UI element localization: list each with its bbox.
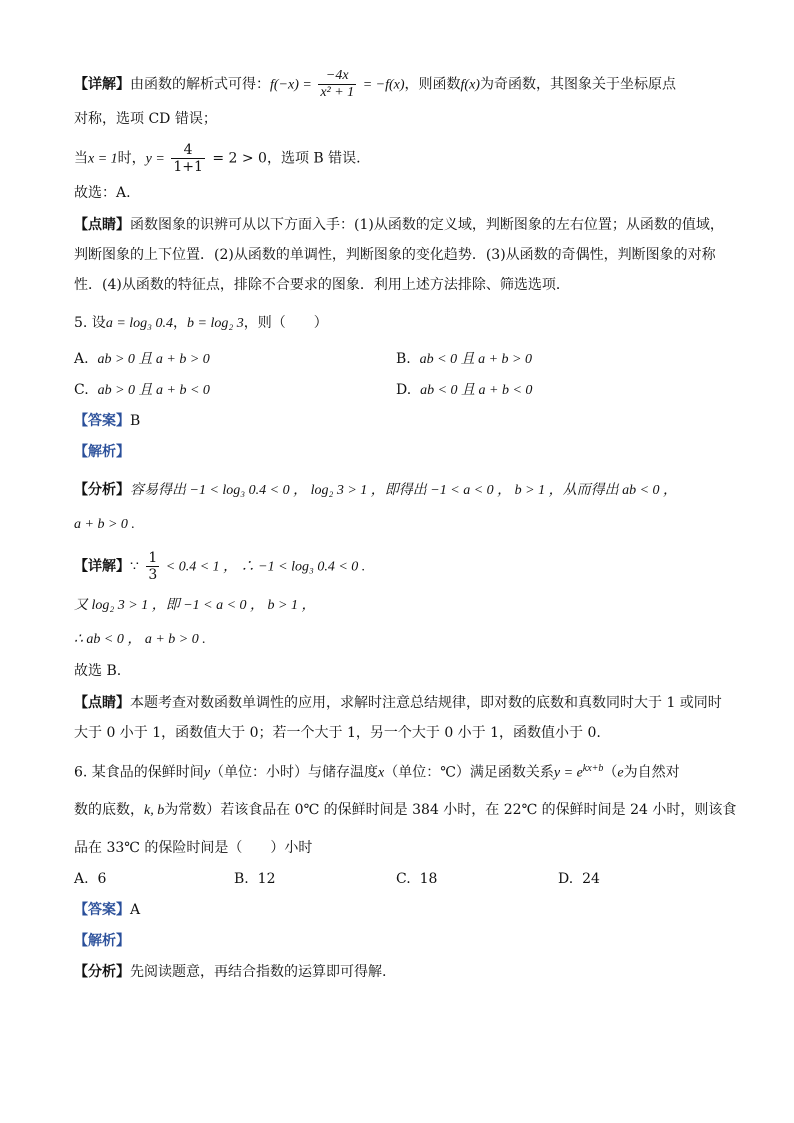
q6-option-c bbox=[396, 870, 437, 888]
answer-tag: 【答案】 bbox=[74, 413, 130, 429]
option-text: ab > 0 且 a + b > 0 bbox=[97, 352, 210, 367]
question-5-stem bbox=[74, 314, 328, 333]
text: 6. 某食品的保鲜时间 bbox=[74, 764, 204, 781]
q6-fenxi bbox=[74, 963, 386, 981]
fraction bbox=[171, 142, 205, 175]
question-6-line-2 bbox=[74, 801, 736, 820]
fraction bbox=[318, 68, 356, 101]
analysis-tag: 【解析】 bbox=[74, 933, 130, 949]
option-text: 24 bbox=[582, 871, 600, 887]
math-var: y bbox=[203, 765, 211, 781]
math-y: y = bbox=[145, 151, 169, 167]
q5-also-line bbox=[74, 596, 316, 615]
option-text: ab < 0 且 a + b < 0 bbox=[420, 383, 533, 398]
option-label: B. bbox=[234, 871, 249, 887]
text: 为常数）若该食品在 0℃ 的保鲜时间是 384 小时，在 22℃ 的保鲜时间是 24 小时，则该食 bbox=[164, 802, 737, 818]
text: 故选：A. bbox=[74, 185, 131, 201]
q5-detail bbox=[74, 550, 365, 583]
option-text: 12 bbox=[257, 871, 276, 887]
text: ，则（ ） bbox=[243, 315, 328, 331]
q6-option-d bbox=[558, 870, 600, 888]
option-label: D. bbox=[396, 382, 412, 398]
text: ，则函数 bbox=[404, 76, 461, 93]
q6-answer bbox=[74, 901, 140, 919]
text: 本题考查对数函数单调性的应用，求解时注意总结规律，即对数的底数和真数同时大于 1 或同时 bbox=[130, 695, 722, 711]
text: 5. 设 bbox=[74, 315, 106, 331]
q5-therefore-line bbox=[74, 630, 206, 649]
fraction-numerator: −4x bbox=[325, 68, 349, 83]
text: 数的底数， bbox=[74, 802, 144, 818]
math-exponent: kx+b bbox=[582, 763, 604, 774]
tip-tag: 【点睛】 bbox=[74, 217, 130, 233]
fenxi-tag: 【分析】 bbox=[74, 482, 130, 498]
detail-tag: 【详解】 bbox=[74, 76, 130, 93]
answer-value: B bbox=[130, 413, 141, 429]
q6-option-b bbox=[234, 870, 275, 888]
option-label: C. bbox=[74, 382, 89, 398]
tip-tag: 【点睛】 bbox=[74, 695, 130, 711]
fraction bbox=[146, 550, 159, 583]
math-fx: f(x) bbox=[460, 77, 480, 93]
text: ， bbox=[173, 315, 188, 331]
q5-answer bbox=[74, 412, 140, 430]
q6-analysis-heading bbox=[74, 932, 130, 950]
detail-paragraph-1 bbox=[74, 68, 676, 101]
text: 对称，选项 CD 错误； bbox=[74, 111, 217, 127]
tip-line-2 bbox=[74, 246, 716, 264]
q6-option-a bbox=[74, 870, 106, 888]
answer-value: A bbox=[130, 902, 141, 918]
text: 又 log₂ 3 > 1 ，即 −1 < a < 0 ， b > 1 ， bbox=[74, 598, 316, 613]
option-text: ab < 0 且 a + b > 0 bbox=[419, 352, 532, 367]
text: 函数图象的识辨可从以下方面入手：(1)从函数的定义域，判断图象的左右位置；从函数的值域， bbox=[130, 217, 724, 233]
detail-tag: 【详解】 bbox=[74, 558, 130, 575]
conclusion-line bbox=[74, 184, 131, 202]
text: 为奇函数，其图象关于坐标原点 bbox=[479, 76, 676, 93]
fraction-denominator: x² + 1 bbox=[320, 85, 355, 100]
fraction-numerator: 1 bbox=[148, 550, 158, 566]
text: 大于 0 小于 1，函数值大于 0；若一个大于 1，另一个大于 0 小于 1，函数值小于 0. bbox=[74, 725, 601, 741]
math-var: k, b bbox=[144, 803, 165, 818]
text: 时， bbox=[117, 150, 146, 167]
q5-option-a bbox=[74, 350, 210, 369]
option-label: B. bbox=[396, 351, 411, 367]
math-cond: x = 1 bbox=[88, 151, 118, 167]
q5-analysis-heading bbox=[74, 443, 130, 461]
detail-paragraph-3 bbox=[74, 142, 361, 175]
text: a + b > 0 . bbox=[74, 517, 135, 532]
text: 由函数的解析式可得： bbox=[130, 76, 270, 93]
text: ∴ ab < 0 ， a + b > 0 . bbox=[74, 632, 206, 647]
option-text: 6 bbox=[97, 871, 107, 887]
text: ∵ bbox=[130, 558, 144, 575]
detail-paragraph-2 bbox=[74, 110, 217, 128]
q5-tip-line-2 bbox=[74, 724, 601, 742]
text: 为自然对 bbox=[623, 764, 680, 781]
math-rhs: = 2 > 0 bbox=[207, 150, 267, 167]
q5-fenxi-line-1 bbox=[74, 481, 677, 500]
text: 先阅读题意，再结合指数的运算即可得解. bbox=[130, 964, 387, 980]
math-formula: y = e bbox=[553, 765, 583, 781]
fraction-denominator: 1+1 bbox=[173, 159, 203, 175]
option-text: ab > 0 且 a + b < 0 bbox=[97, 383, 210, 398]
fraction-denominator: 3 bbox=[148, 567, 158, 583]
answer-tag: 【答案】 bbox=[74, 902, 130, 918]
q5-tip-line-1 bbox=[74, 694, 722, 712]
text: 判断图象的上下位置．(2)从函数的单调性，判断图象的变化趋势．(3)从函数的奇偶性，判断图象的对称 bbox=[74, 247, 716, 263]
tip-line-1 bbox=[74, 216, 724, 234]
text: 品在 33℃ 的保险时间是（ ）小时 bbox=[74, 840, 313, 856]
option-text: 18 bbox=[419, 871, 438, 887]
option-label: C. bbox=[396, 871, 411, 887]
math-fx-left: f(−x) = bbox=[270, 77, 316, 93]
fraction-numerator: 4 bbox=[183, 142, 193, 158]
math-fx-right: = −f(x) bbox=[359, 77, 405, 93]
option-label: A. bbox=[74, 871, 89, 887]
option-label: D. bbox=[558, 871, 574, 887]
math-a: a = log₃ 0.4 bbox=[105, 316, 174, 331]
text: 性．(4)从函数的特征点，排除不合要求的图象．利用上述方法排除、筛选选项． bbox=[74, 277, 570, 293]
question-6-line-1 bbox=[74, 760, 680, 783]
text: 故选 B. bbox=[74, 663, 122, 679]
text: （单位：小时）与储存温度 bbox=[210, 764, 379, 781]
text: ，选项 B 错误. bbox=[266, 150, 361, 167]
text: 容易得出 −1 < log₃ 0.4 < 0 ， log₂ 3 > 1 ，即得出 −1 < a < 0 ， b > 1 ，从而得出 ab < 0 ， bbox=[130, 483, 678, 498]
text: （单位：℃）满足函数关系 bbox=[384, 764, 554, 781]
analysis-tag: 【解析】 bbox=[74, 444, 130, 460]
math-var: x bbox=[378, 765, 385, 781]
question-6-line-3 bbox=[74, 839, 312, 857]
q5-option-b bbox=[396, 350, 532, 369]
fenxi-tag: 【分析】 bbox=[74, 964, 130, 980]
q5-option-d bbox=[396, 381, 532, 400]
q5-fenxi-line-2 bbox=[74, 515, 135, 534]
math-b: b = log₂ 3 bbox=[187, 316, 244, 331]
tip-line-3 bbox=[74, 276, 570, 294]
text: （ bbox=[603, 764, 618, 781]
text: 当 bbox=[74, 150, 88, 167]
text: < 0.4 < 1 ， ∴ −1 < log₃ 0.4 < 0 . bbox=[162, 559, 366, 575]
q5-choose-line bbox=[74, 662, 121, 680]
option-label: A. bbox=[74, 351, 89, 367]
q5-option-c bbox=[74, 381, 210, 400]
math-var: e bbox=[617, 765, 624, 781]
